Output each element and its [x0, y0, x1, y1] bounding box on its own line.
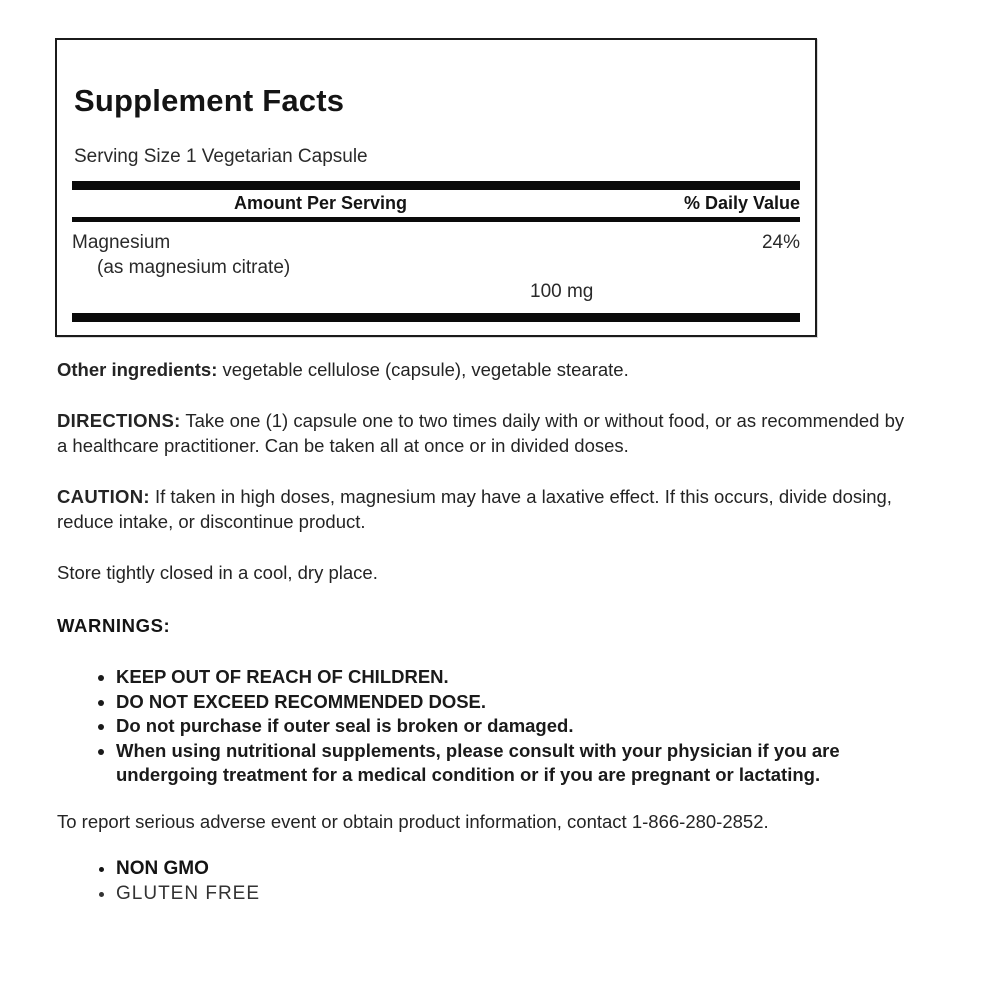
- label-body-copy: [57, 357, 907, 906]
- warning-item: • When using nutritional supplements, please consult with your physician if you are undergoing treatment for a medical condition or if you are pregnant or lactating.: [116, 739, 907, 788]
- badge-non-gmo: • NON GMO: [116, 856, 907, 881]
- caution-text: If taken in high doses, magnesium may have a laxative effect. If this occurs, divide dosing, reduce intake, or discontinue product.: [57, 486, 892, 532]
- directions-text: Take one (1) capsule one to two times daily with or without food, or as recommended by a healthcare practitioner. Can be taken all at once or in divided doses.: [57, 410, 905, 456]
- nutrient-row: [72, 231, 800, 255]
- badges-list: [57, 856, 907, 906]
- column-header-row: [72, 190, 800, 217]
- other-ingredients-text: vegetable cellulose (capsule), vegetable stearate.: [217, 359, 629, 380]
- warning-item: • Do not purchase if outer seal is broken or damaged.: [116, 714, 907, 739]
- contact-note: To report serious adverse event or obtain product information, contact 1-866-280-2852.: [57, 810, 769, 832]
- warning-item: • KEEP OUT OF REACH OF CHILDREN.: [116, 665, 907, 690]
- serving-size: Serving Size 1 Vegetarian Capsule: [74, 146, 368, 167]
- supplement-facts-panel: [55, 38, 817, 337]
- badge-gluten-free: • GLUTEN FREE: [116, 881, 907, 906]
- divider-bar-header: [72, 217, 800, 222]
- nutrient-amount: 100 mg: [530, 281, 594, 302]
- divider-bar-bottom: [72, 313, 800, 322]
- daily-value-header: % Daily Value: [683, 193, 800, 213]
- other-ingredients-label: Other ingredients:: [57, 359, 218, 380]
- warnings-heading: WARNINGS:: [57, 615, 171, 636]
- divider-bar-top: [72, 181, 800, 190]
- nutrient-source: (as magnesium citrate): [97, 257, 291, 278]
- warning-item: • DO NOT EXCEED RECOMMENDED DOSE.: [116, 690, 907, 715]
- caution-label: CAUTION:: [57, 486, 150, 507]
- warnings-list: [57, 665, 907, 788]
- caution: [57, 484, 907, 534]
- nutrient-name: Magnesium: [72, 232, 171, 253]
- directions-label: DIRECTIONS:: [57, 410, 181, 431]
- other-ingredients: [57, 357, 907, 382]
- nutrient-daily-value: 24%: [761, 232, 800, 253]
- amount-per-serving-header: Amount Per Serving: [234, 193, 408, 213]
- storage-note: Store tightly closed in a cool, dry place.: [57, 562, 378, 583]
- directions: [57, 408, 907, 458]
- panel-title: Supplement Facts: [74, 83, 345, 118]
